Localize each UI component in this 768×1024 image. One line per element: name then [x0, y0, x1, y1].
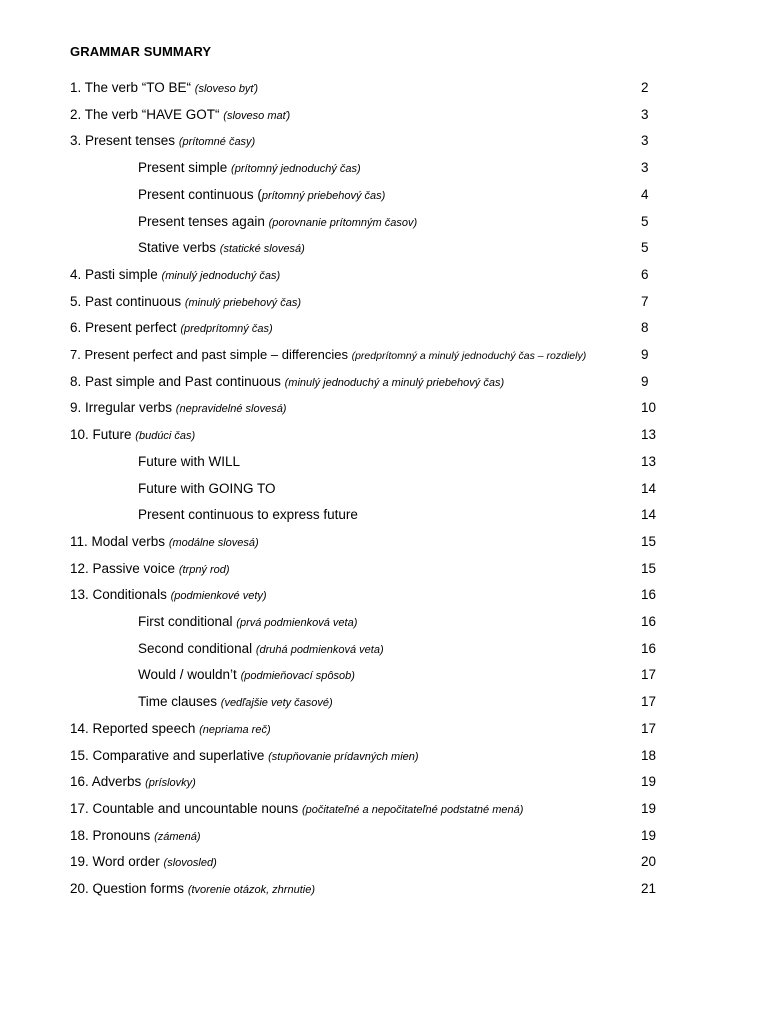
toc-entry-label: [138, 212, 417, 233]
toc-entry-translation: (stupňovanie prídavných mien): [268, 750, 419, 763]
toc-entry-translation: (počitateľné a nepočitateľné podstatné mená): [301, 803, 524, 816]
toc-page-number: 14: [641, 480, 657, 496]
toc-entry-translation: (vedľajšie vety časové): [220, 697, 333, 710]
toc-entry-text: Present continuous (: [138, 186, 262, 202]
toc-subentry: [0, 158, 768, 178]
toc-entry-translation: (predprítomný a minulý jednoduchý čas – rozdiely): [351, 350, 587, 362]
toc-page-number: 7: [641, 293, 649, 309]
toc-entry-translation: (minulý priebehový čas): [184, 296, 301, 309]
toc-entry-translation: (nepravidelné slovesá): [175, 403, 287, 416]
toc-entry-text: Would / wouldn’t: [138, 667, 241, 683]
toc-entry-translation: (sloveso mať): [223, 109, 291, 122]
toc-entry-text: 13. Conditionals: [70, 587, 171, 603]
toc-page-number: 19: [641, 774, 657, 790]
toc-entry-text: 18. Pronouns: [70, 827, 155, 843]
toc-page-number: 6: [641, 266, 649, 282]
toc-entry-translation: (minulý jednoduchý a minulý priebehový čas): [284, 376, 505, 389]
toc-entry-text: 16. Adverbs: [70, 774, 146, 790]
toc-entry: [0, 826, 768, 846]
toc-entry: [0, 585, 768, 605]
toc-entry-text: Present continuous to express future: [138, 507, 358, 523]
toc-subentry: [0, 639, 768, 659]
toc-page-number: 3: [641, 106, 649, 122]
toc-entry: [0, 772, 768, 792]
toc-entry-translation: (porovnanie prítomným časov): [268, 216, 418, 229]
toc-entry-translation: (prítomné časy): [178, 136, 256, 149]
toc-subentry: [0, 185, 768, 205]
toc-entry-label: [138, 505, 358, 525]
toc-entry-translation: (modálne slovesá): [168, 536, 259, 549]
toc-entry: [0, 398, 768, 418]
toc-entry-translation: (tvorenie otázok, zhrnutie): [187, 884, 315, 896]
toc-entry-text: 7. Present perfect and past simple – differencies: [70, 347, 352, 362]
toc-entry-text: 10. Future: [70, 427, 136, 443]
toc-entry-text: 15. Comparative and superlative: [70, 747, 269, 763]
toc-entry: [0, 318, 768, 338]
toc-entry-label: [70, 398, 286, 419]
toc-entry-text: Present simple: [138, 160, 232, 176]
toc-entry-text: Present tenses again: [138, 213, 269, 229]
toc-entry-label: [70, 372, 504, 393]
toc-entry-translation: (druhá podmienková veta): [255, 643, 384, 656]
toc-entry: [0, 719, 768, 739]
toc-entry: [0, 105, 768, 125]
toc-entry-label: [138, 639, 384, 660]
toc-entry-translation: (minulý jednoduchý čas): [161, 269, 281, 282]
toc-entry-text: 12. Passive voice: [70, 560, 179, 576]
toc-page-number: 2: [641, 80, 649, 95]
toc-page-number: 15: [641, 533, 657, 549]
toc-page-number: 16: [641, 614, 657, 629]
toc-entry-translation: (sloveso byť): [194, 83, 258, 95]
toc-entry-label: [138, 238, 305, 259]
toc-entry-label: [70, 879, 315, 900]
page-title: GRAMMAR SUMMARY: [70, 44, 212, 59]
toc-entry-translation: (príslovky): [145, 777, 196, 790]
toc-entry-label: [138, 452, 240, 472]
toc-page-number: 14: [641, 507, 657, 523]
toc-subentry: [0, 505, 768, 525]
toc-entry-translation: (podmieňovací spôsob): [240, 670, 355, 683]
toc-subentry: [0, 212, 768, 232]
toc-entry: [0, 425, 768, 445]
toc-entry-text: 9. Irregular verbs: [70, 400, 176, 416]
toc-entry-translation: (budúci čas): [135, 430, 196, 443]
toc-entry-text: 4. Pasti simple: [70, 266, 162, 282]
toc-entry-text: 20. Question forms: [70, 881, 188, 896]
toc-entry: [0, 131, 768, 151]
toc-entry-text: 1. The verb “TO BE“: [70, 80, 195, 95]
toc-entry: [0, 852, 768, 872]
toc-entry-label: [70, 265, 280, 286]
toc-entry-label: [70, 772, 196, 793]
toc-page-number: 3: [641, 160, 649, 176]
toc-entry-label: [70, 719, 271, 740]
toc-subentry: [0, 238, 768, 258]
toc-entry-label: [138, 185, 385, 206]
toc-page-number: 5: [641, 240, 649, 256]
toc-page-number: 21: [641, 881, 657, 896]
toc-entry-label: [70, 852, 217, 873]
toc-entry-label: [70, 345, 586, 366]
toc-page-number: 13: [641, 427, 657, 443]
toc-entry-translation: (nepriama reč): [199, 723, 271, 736]
toc-subentry: [0, 692, 768, 712]
toc-entry: [0, 78, 768, 98]
toc-entry: [0, 372, 768, 392]
toc-entry-label: [70, 425, 195, 446]
toc-entry-text: First conditional: [138, 614, 237, 629]
toc-entry: [0, 799, 768, 819]
toc-entry-label: [70, 799, 523, 820]
toc-entry-translation: (prvá podmienková veta): [236, 617, 358, 629]
toc-page-number: 19: [641, 827, 657, 843]
toc-entry-text: 2. The verb “HAVE GOT“: [70, 106, 224, 122]
toc-entry-text: 17. Countable and uncountable nouns: [70, 800, 302, 816]
toc-entry-label: [70, 292, 301, 313]
toc-entry-label: [70, 318, 273, 339]
toc-entry-text: 14. Reported speech: [70, 720, 200, 736]
toc-page-number: 17: [641, 694, 657, 710]
toc-entry-translation: prítomný priebehový čas): [261, 189, 386, 202]
toc-page-number: 19: [641, 800, 657, 816]
toc-entry-label: [70, 826, 201, 847]
toc-page-number: 4: [641, 186, 649, 202]
toc-subentry: [0, 479, 768, 499]
toc-page-number: 9: [641, 347, 649, 362]
toc-entry-text: 3. Present tenses: [70, 133, 179, 149]
toc-entry-translation: (trpný rod): [178, 563, 230, 576]
toc-entry-label: [70, 559, 230, 580]
toc-entry-text: 8. Past simple and Past continuous: [70, 373, 285, 389]
toc-entry-label: [70, 131, 255, 152]
toc-entry: [0, 345, 768, 365]
toc-entry-text: 19. Word order: [70, 854, 164, 870]
toc-entry-label: [70, 532, 259, 553]
toc-entry-text: Future with GOING TO: [138, 480, 276, 496]
toc-entry-label: [70, 78, 258, 99]
toc-page-number: 5: [641, 213, 649, 229]
toc-page-number: 17: [641, 720, 657, 736]
toc-page-number: 10: [641, 400, 657, 416]
toc-entry-translation: (zámená): [154, 830, 201, 843]
toc-entry-label: [138, 692, 333, 713]
toc-entry-text: 11. Modal verbs: [70, 533, 169, 549]
toc-entry: [0, 292, 768, 312]
toc-entry: [0, 265, 768, 285]
toc-entry-text: Future with WILL: [138, 453, 241, 469]
toc-entry-label: [70, 746, 419, 767]
toc-entry: [0, 746, 768, 766]
toc-entry-translation: (statické slovesá): [219, 243, 305, 256]
toc-entry-label: [70, 585, 267, 606]
toc-entry-text: Time clauses: [138, 694, 221, 710]
toc-entry-label: [138, 158, 361, 179]
toc-entry-label: [70, 105, 290, 126]
toc-page-number: 15: [641, 560, 657, 576]
toc-entry: [0, 879, 768, 899]
toc-page-number: 3: [641, 133, 649, 149]
toc-page-number: 20: [641, 854, 657, 870]
toc-entry-translation: (podmienkové vety): [170, 590, 267, 603]
toc-page-number: 17: [641, 667, 657, 683]
toc-page-number: 9: [641, 373, 649, 389]
toc-entry-translation: (predprítomný čas): [180, 323, 273, 336]
toc-entry-label: [138, 612, 357, 633]
toc-entry-translation: (prítomný jednoduchý čas): [231, 163, 361, 176]
toc-entry: [0, 559, 768, 579]
toc-page-number: 16: [641, 587, 657, 603]
toc-subentry: [0, 665, 768, 685]
toc-page-number: 8: [641, 320, 649, 336]
toc-entry-label: [138, 665, 355, 686]
toc-page-number: 16: [641, 640, 657, 656]
toc-entry-translation: (slovosled): [163, 857, 217, 870]
toc-entry: [0, 532, 768, 552]
toc-entry-label: [138, 479, 276, 499]
toc-entry-text: Stative verbs: [138, 240, 220, 256]
toc-page-number: 13: [641, 453, 657, 469]
toc-entry-text: 5. Past continuous: [70, 293, 185, 309]
toc-subentry: [0, 612, 768, 632]
toc-entry-text: Second conditional: [138, 640, 256, 656]
toc-subentry: [0, 452, 768, 472]
toc-entry-text: 6. Present perfect: [70, 320, 181, 336]
toc-page-number: 18: [641, 747, 657, 763]
